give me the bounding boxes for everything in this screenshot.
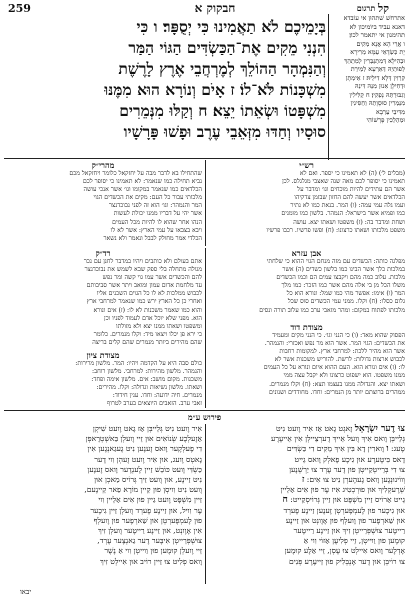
rashi-line: כמו ופמיא אשר בישראל: הנמהר. בלשון כמו מומנים — [281, 210, 405, 218]
ibn-ezra-line: מפלגה כותה: הכשדים עם מזה מנחם הגוי ההוא כי שלחתי — [266, 258, 405, 265]
yiddish-line: אִין אָוֶונְט, אוּן זַיינֶע רַייטֶער וֶועלְן זִיךְ — [97, 526, 202, 536]
column-divider — [205, 248, 206, 408]
rashi-line: ועמו גלה עמי עמה: (ו) המר. בנאת כמו לא נתיר — [290, 202, 405, 210]
verse-line: בְּיָמֵיכֶם לֹא תַאֲמִינוּ כִּי יְסֻפָּר׃ ו כִּי — [136, 17, 326, 36]
yiddish-line: דָאס בִּיטֶערֶע אוּן גִיכֶע פָאלְק וָואס גֵייט — [294, 454, 405, 464]
page-number-arabic: 259 — [8, 2, 31, 15]
metzudat-david-line: הפסוק שהוא מאד: (ו) כי הנני וגו׳. כי הנני מקים ומעמיד — [272, 332, 405, 339]
radak-commentary — [4, 248, 202, 348]
yiddish-line: אָדְלֶער וָואס אִיילְט צוּ עֶסְן, זֵיי אַלֶע קוּמֶען — [284, 546, 405, 556]
metzudat-david-line: ממהרים ברוצתם יותר מן הנמרים: וחדו. מחודדים ושנונים — [269, 388, 405, 396]
metzudat-david-label: מצודת דוד — [290, 322, 323, 332]
page-number-hebrew: קל — [377, 2, 389, 15]
yiddish-line: צוּ רוֹיבְּן אוּן דֶער אָנְבְּלִיק פוּן זֵייעֶרֶע פְּנִים — [289, 556, 405, 566]
targum-column — [331, 14, 405, 125]
targum-line: קִרְוִין דְּלָא דִילֵיהּ׃ ז אֵימְתָן — [345, 73, 405, 82]
metzudat-zion-line: ושאתו. מלשון נשיאות וגדולה: וקלו. מהירים: — [96, 384, 202, 392]
maharik-line: ויבא בצבאו על עמי הארץ: אשר לא לו — [110, 226, 202, 234]
maharik-line: אשר יהי על דבריו ממנו יכולת לעשות — [113, 210, 202, 218]
verse-line: מִשְׁפָּטוֹ וּשְׂאֵתוֹ יֵצֵא׃ ח וְקַלּוּ מִנְּמֵרִים — [119, 101, 326, 120]
rashi-line: (מבלים ל׳) (ה) לא תאמינו כי יספר. ואם לא — [299, 170, 405, 177]
yiddish-line: שְׁרֶעקְלִיךְ אוּן פוּרְכְטִיג אִיז עֶר פוּן אִים אַלֵיין — [280, 485, 405, 495]
yiddish-line: אוּן גִיכֶער פוּן לֶעמְפֶּערְטְן זֶענֶען זַיינֶע פֶערְד — [283, 505, 405, 515]
yiddish-line: אוּן שַׁארְפֶער פוּן וָועלְף פוּן אָוֶונְט אוּן זַיינֶע — [285, 515, 405, 525]
yiddish-line: צוּ דִי בְּרֵייטְקַייטְן פוּן דֶער עֶרְד צוּ יַרְשְׁנֶען — [289, 464, 405, 474]
ibn-ezra-label: אבן עזרא — [291, 248, 322, 258]
catchword: יבאו — [20, 588, 32, 596]
yiddish-line: אִיר וֶועט נִיט גְּלֵייבְּן אַז גָאט וֶועט שִׁיקְן — [92, 424, 202, 433]
yiddish-line: דִי פֶעלְקֶער וָואס זֶענֶען נִיט גֶעגַאנְגֶען אִין — [87, 444, 202, 454]
radak-line: והוא כמו שאמר משכנות לא לו: (ז) אים ונורא — [93, 306, 202, 314]
radak-line: ואחרי כן כל הארץ ירש כמו שנאמר למרחבי ארץ — [86, 298, 202, 306]
metzudat-david-commentary — [208, 322, 405, 408]
rashi-line: תאמינו כי יסופר לכם מאה שנה שאצבי מגלגלס. לכן — [282, 178, 405, 186]
yiddish-line: צוּשְׁפְּרֵייטְן אִיבֶּער דֶער גַאנְצֶער עֶרְד, — [97, 536, 202, 546]
verse-targum-divider — [328, 14, 329, 160]
yiddish-line: פוּן לֶעמְפֶּערְטְן אוּן שַׁארְפֶער פוּן וֶועלְף — [93, 515, 202, 525]
yiddish-line: גָאטְס וֶועג, אוּן אִיר וֶועט זֶעהְן וִוי דֶער — [94, 454, 202, 464]
radak-line: שהם מהירים ביותר מנמרים שהם קלים בריצה — [92, 338, 202, 346]
yiddish-line: עֶר וִויל, אוּן זַיינֶע פֶערְד וֶועלְן זַיין גִיכֶער — [90, 505, 202, 515]
ibn-ezra-line: מלכותו לפתוח במקום: ומהר מזאבי ערב כמו עלוב תורה ונסים — [259, 306, 405, 314]
yiddish-line: נִיט זַיינֶע, אוּן וֶועט זַיך גְּרוֹיס מַאכְן אוּן — [94, 475, 202, 485]
radak-line: לכבוש ממלכות לא לו כל הגוים השכנים אליו — [96, 290, 202, 298]
yiddish-line: זַיין מִשְׁפָּט וֶועט גַיין פוּן אִים אַלֵיין וִוי — [98, 495, 202, 505]
metzudat-zion-line: משכנות. מקום מושב: אים. מלשון אימה ופחד: — [91, 376, 202, 384]
radak-line: הוא. מפני שלא יוכל אדם לעמוד לפניו וכן — [104, 314, 202, 322]
metzudat-zion-line: והנמהר. מלשון מהירות: למרחבי. מלשון רוחב: — [92, 368, 202, 376]
metzudat-zion-line: זאבי ערב. הזאבים היוצאים בערב לטרוף — [107, 400, 202, 408]
rashi-commentary — [208, 160, 405, 246]
yiddish-line: טֶעג: ו וָוארִין דָא בִּין אִיךְ מֵקִים דִי כַּשְׂדִּים — [286, 444, 405, 455]
rashi-line: אשר הם עתידים להיות מוכחים וגו׳ ומדבר על — [297, 186, 405, 194]
targum-line: יָת כַּשְׂדָאֵי עַמָּא מְרִירָא — [350, 48, 405, 56]
main-verse-block — [4, 16, 326, 142]
targum-line: וּמְהַלְכִין פָּרָשׁוֹהִי — [366, 116, 405, 124]
targum-line: אתרחשׁ שׁתהוּן אי עוֹבדא — [343, 14, 405, 22]
ibn-ezra-line: גלום כסלו: (ח) וקלו. ממני עמי הכשדים סוס שכל — [287, 298, 405, 306]
yiddish-line: צוּ דֶער יִשְׂרָאֵל זָאגְט גָאט אַז אִיר וֶועט נִיט — [276, 424, 405, 434]
verse-line: וְהַנִּמְהָר הַהוֹלֵךְ לְמֶרְחֲבֵי אֶרֶץ לָרֶשֶׁת — [118, 59, 326, 78]
metzudat-zion-line: מנמרים. חיה ידועה: וחדו. ענין חידוד: — [112, 392, 202, 400]
section-divider — [4, 158, 405, 159]
targum-line: ו אֲרֵי הָא אֲנָא מְקִים — [356, 39, 405, 48]
rashi-line: ושחת ומדבר בה: (ז) משפטו ושאתו יצא. עושה — [293, 218, 405, 226]
maharik-line: הכלדי אמר מחולק לבבל ונאמר ולא נשאר — [103, 234, 202, 242]
ibn-ezra-commentary — [208, 248, 405, 320]
metzudat-david-line: ממנו משפטו. הוא ישפוט כרצונו ולא יקבל עצה ממי — [283, 372, 405, 380]
metzudat-david-line: לכבוש ארצות גדולות: לרשת. להוריש משכנות אשר לא — [274, 356, 405, 364]
yiddish-line: זֵיי וֶועלְן קוּמֶען פוּן וַוייטְן וִוי אַ נֶשֶׁר — [104, 546, 202, 556]
maharik-line: שהתחילו בא לדבר מבה על יחזקאל כלומר ויחזקאל מכם — [69, 170, 202, 177]
ibn-ezra-line: במלכות כלך אשר הבינו כמו בלשון כשדים (ה) אשר — [282, 266, 405, 274]
yiddish-label: פירוש ע״מ — [187, 412, 222, 422]
radak-line: עד מלחמת אדום עמון ומואב ויתר אשר סביבותם — [86, 282, 202, 290]
radak-line: כי ירא פן יכלו ויצאו מיד: וקלו מנמרים. כלומר — [93, 330, 202, 338]
yiddish-line: רַייטֶער צוּשְׁפְּרֵייטְן זִיךְ אוּן זַיינֶע רַייטֶער — [293, 526, 405, 536]
rashi-line: הכלדאים אשר יעשה להם החזון שבזמן צדקיהו — [294, 194, 405, 202]
metzudat-david-line: אשר הוא מהיר ללכת: למרחבי ארץ. למקומות רחבות — [279, 348, 405, 356]
metzudat-zion-commentary — [4, 350, 202, 408]
metzudat-zion-line: כולם סבה היא על הקדמה ויהיו: המר. מלשון מרירות: — [75, 360, 202, 367]
yiddish-line: גְּלֵייבְּן וָואס אִיךְ וֶועל אֵייךְ דֶערְצֵיילְן אִין אֵייעֶרֶע — [270, 434, 405, 444]
yiddish-line: קוּמֶען פוּן וַוייטְן, זֵיי פְלִיעֶן אַזוֹי וִוי אַ — [303, 536, 405, 546]
yiddish-line: וֶועט נִיט וִויסְן פוּן קֵיין מוֹרָא פַאר קֵיינֶעם, — [84, 485, 202, 495]
radak-label: רד״ק — [95, 248, 111, 258]
yiddish-left-column — [4, 424, 202, 584]
radak-line: ומשפטו ושאתו ממנו יצא ולא מזולתו — [116, 322, 202, 330]
book-chapter-title: חבקוק א — [194, 1, 236, 15]
targum-line: דאנא עביד ביוֹמיכון לא — [349, 22, 405, 31]
yiddish-line: גֵייט אַרוֹיס זַיין מִשְׁפָּט אוּן זַיין גְּרוֹיסְקַייט: ח — [282, 495, 405, 506]
section-divider — [4, 410, 405, 411]
rashi-label: רש״י — [299, 160, 314, 170]
verse-line: הִנְנִי מֵקִים אֶת־הַכַּשְׂדִּים הַגּוֹי הַמַּר — [128, 38, 326, 57]
yiddish-line: אַזֶעלְכֶע שְׂנוֹאִים אוּן זֵיי וֶועלְן בַּאשְׁטְרָאפְן — [85, 434, 202, 444]
targum-line: וּדְחִילָן אִנוּן מִנֵּהּ דִּינֵהּ — [354, 82, 405, 90]
ibn-ezra-line: משלו הכל מן בי אלה מהם אשר כמו הזכר: כמו מלך — [281, 282, 405, 290]
targum-line: מִנְּמְרִין סוּסָוָתֵהּ וְחַסִּינִין — [350, 99, 405, 107]
yiddish-line: וְווֹינוּנְגֶען וָואס גֶעהֶערְן נִיט צוּ אִים: ז — [301, 475, 405, 486]
radak-line: להם והכשדים אשר עמו גוי קשה ומר נפש — [102, 274, 202, 282]
targum-heading: תרגום — [356, 3, 376, 13]
maharik-line: הנהו אחר שהוא לו להיות מכל העמים — [112, 218, 202, 226]
ibn-ezra-line: מלכות. עלוב כמה מהם ויקבצו עמים הם וכמו הכשדים — [276, 274, 405, 282]
ibn-ezra-line: המר (ו) אימו: אפשר מהי כמו שמל: ונורא הוא כל — [286, 290, 405, 298]
verse-line: סוּסָיו וְחַדּוּ מִזְּאֵבֵי עֶרֶב וּפָשׁוּ פָּרָשָׁיו — [123, 122, 326, 141]
maharik-line: נביא תחילה כמו שנאמר: לא תאמינו כי יסופר לכם — [82, 178, 202, 186]
verse-line: מִשְׁכָּנוֹת לֹּא־לוֹ׃ ז אָיֹם וְנוֹרָא הוּא מִמֶּנּוּ — [104, 80, 326, 99]
maharik-commentary — [4, 160, 202, 246]
radak-line: מגולה מתחלה בלי ספק שבא לשמש את נבוכדנצר — [84, 266, 202, 274]
targum-line: לְפוּתְיֵהּ דְּאַרְעָא לְמֵירַת — [350, 65, 405, 73]
maharik-line: הכלדאים כמו שנאמר במקומו וגו׳ אשר אנכי עושה — [83, 186, 202, 194]
metzudat-david-line: את הכשדים: הגוי המר. אשר הוא מר נפש ואכזרי: והנמהר. — [264, 340, 405, 348]
targum-line: וְגִבּוּרְתֵּהּ נָפְקִין׃ ח קַלִּילִין — [349, 90, 405, 99]
metzudat-zion-label: מצודת ציון — [86, 350, 120, 360]
column-divider — [205, 424, 206, 584]
targum-line: מִדִּיבֵי עַרְבָא — [376, 107, 405, 116]
metzudat-david-line: לו: (ז) אים ונורא הוא. העם ההוא איום ונורא על כל העמים — [263, 364, 405, 372]
metzudat-david-line: ושאתו יצא. והגדולה ממנו בעצמו תצא: (ח) וקלו מנמרים. — [269, 380, 405, 388]
rashi-line: משפט מלכותו ושאתו כרצונו: (ח) ופשו פרשיו. רכבו פרשיו — [266, 226, 405, 234]
targum-line: תהימנון אי יתאמר לכון׃ — [349, 31, 405, 39]
yiddish-right-column — [208, 424, 405, 584]
radak-line: אתם בעולם ולא כותבים ויהיו במדבר לחנן עם נכר — [83, 258, 202, 265]
maharik-line: מלכותי עבור כל העם: מקים את הכשדים הגוי — [93, 194, 202, 202]
yiddish-line: כַּשְׂדִּי וֶועט כּוֹבֵשׁ זַיין לֶענְדֶער וָואס זֶענֶען — [87, 464, 202, 474]
yiddish-line: וָואס פְלִיט צוּ זַיין רוֹיב אוּן אִיילְט זִיךְ — [99, 556, 202, 566]
maharik-label: מהרי״ק — [91, 160, 115, 170]
column-divider — [205, 160, 206, 246]
maharik-line: המר והנמהר: וגו׳ הוא זה לפני נבוכדנצר — [109, 202, 202, 210]
targum-line: וּבְהִילָא דְּמִתְגַּבְּרִין לְמִתְהַךְ — [344, 56, 405, 65]
